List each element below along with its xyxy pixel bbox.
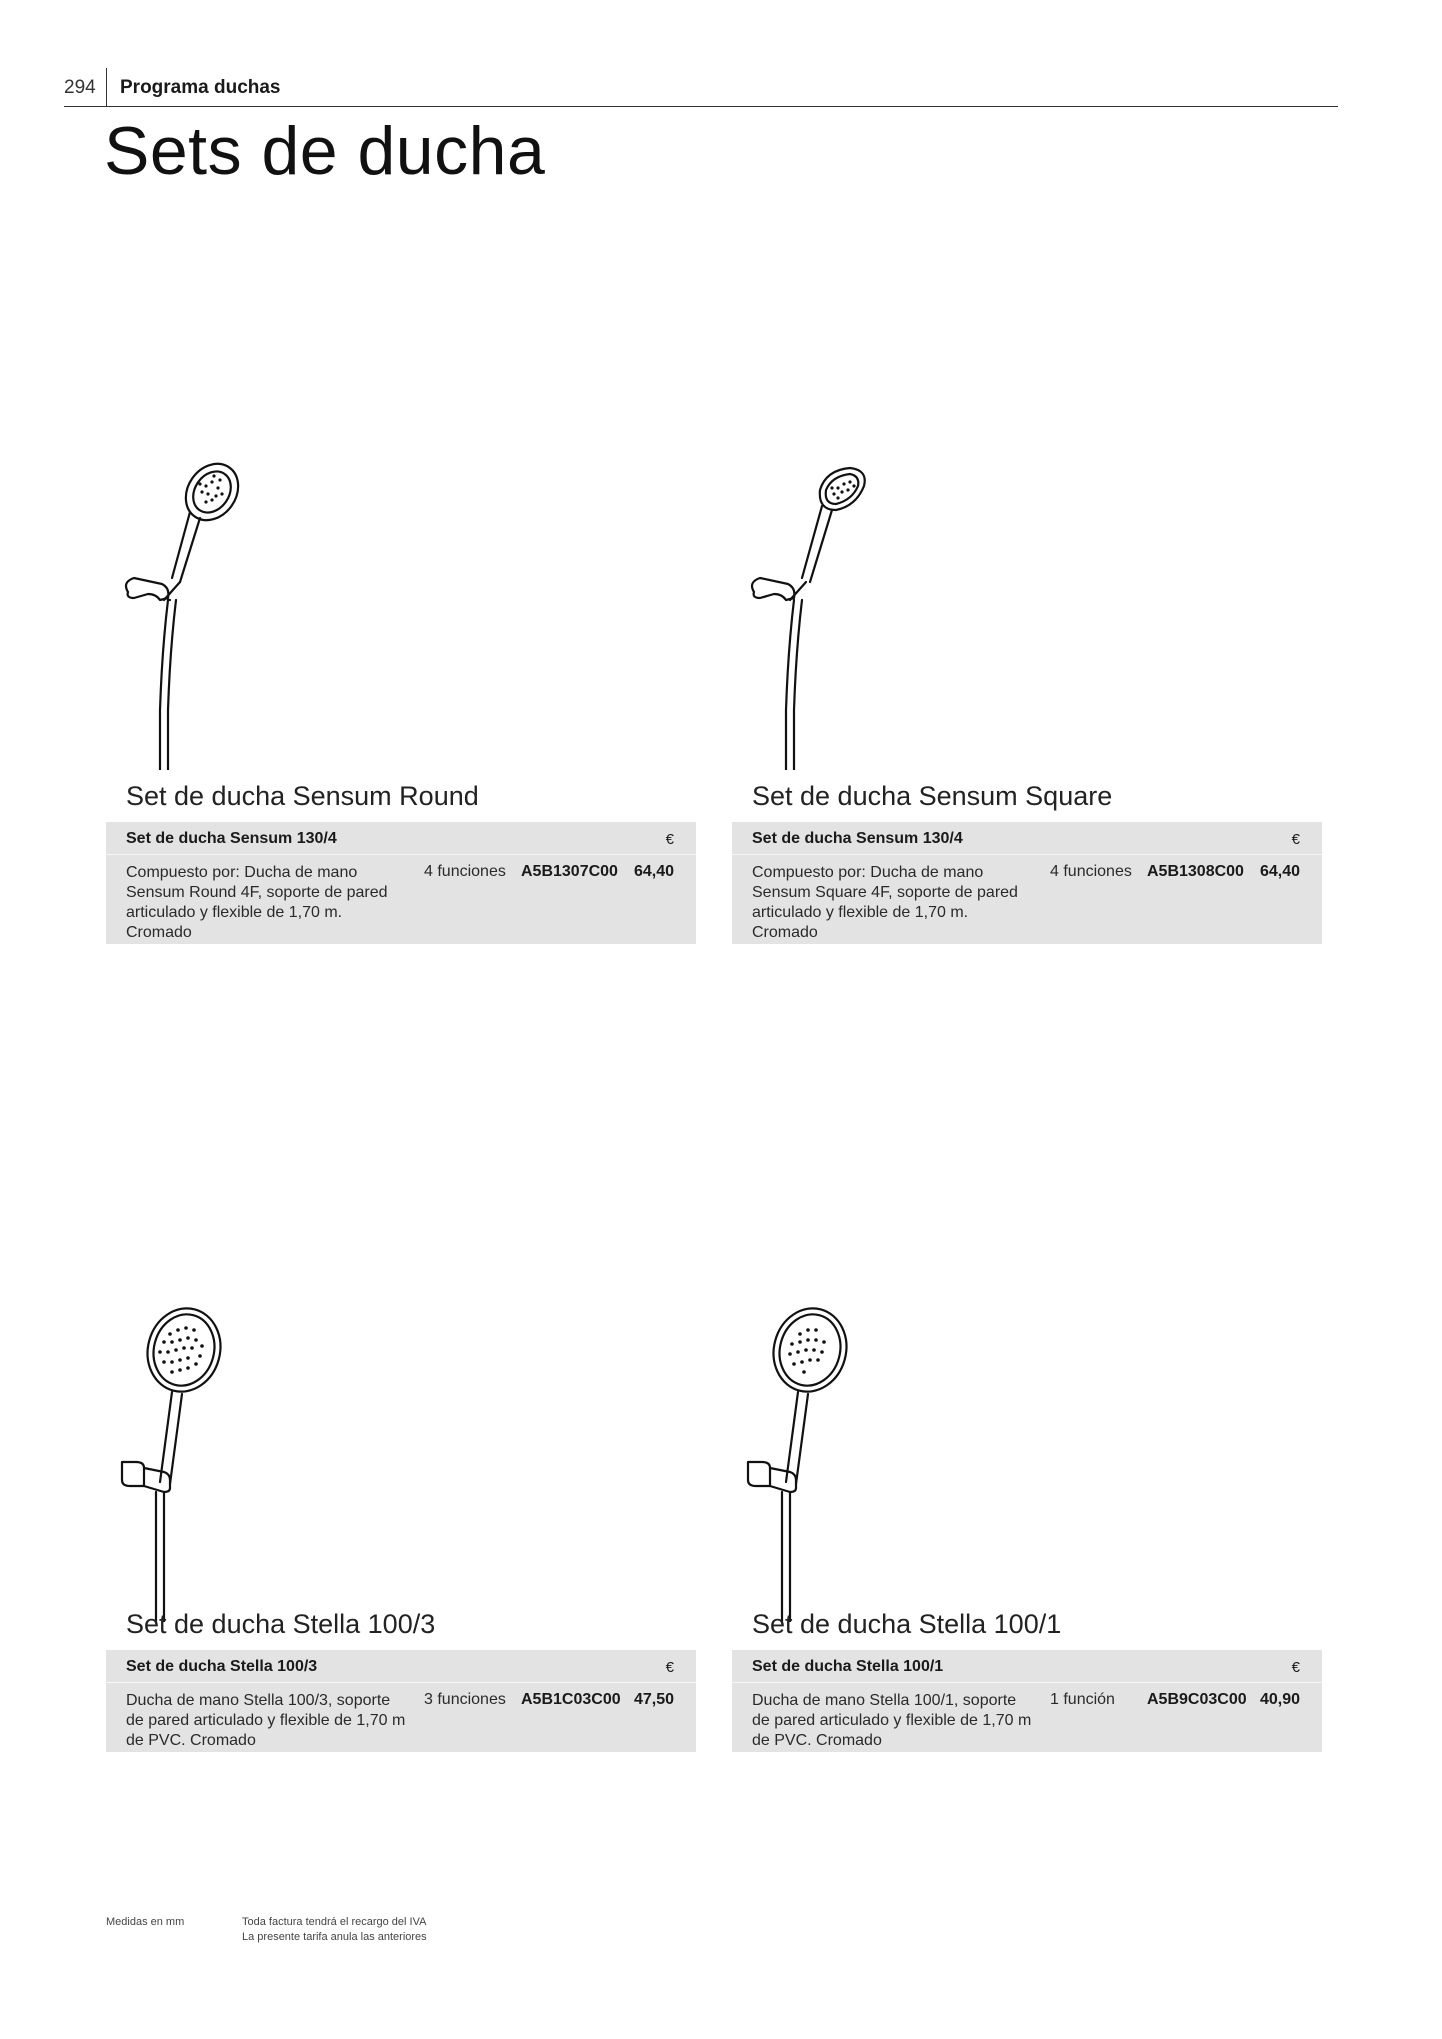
product-title: Set de ducha Sensum Round	[126, 781, 479, 811]
functions-count: 4 funciones	[424, 863, 506, 880]
header-separator	[106, 68, 107, 106]
reference-code: A5B1308C00	[1147, 863, 1244, 880]
section-name: Programa duchas	[120, 77, 281, 98]
spec-table-header	[732, 822, 1322, 855]
reference-code: A5B1C03C00	[521, 1691, 621, 1708]
model-name: Set de ducha Sensum 130/4	[126, 830, 337, 847]
page-title: Sets de ducha	[104, 113, 546, 189]
shower-set-square-illustration	[746, 450, 926, 770]
footer-tariff-note: La presente tarifa anula las anteriores	[242, 1931, 427, 1943]
product-description: Compuesto por: Ducha de mano Sensum Round 4F, soporte de pared articulado y flexible de 1,70 m. Cromado	[126, 864, 388, 941]
shower-set-round-illustration	[120, 450, 300, 770]
model-name: Set de ducha Stella 100/3	[126, 1658, 318, 1675]
price: 47,50	[633, 1691, 674, 1708]
model-name: Set de ducha Sensum 130/4	[752, 830, 963, 847]
spec-table-header	[732, 1650, 1322, 1683]
spec-table	[732, 822, 1322, 944]
product-card-stella-100-3	[106, 1268, 696, 1753]
price: 64,40	[1259, 863, 1300, 880]
product-description: Compuesto por: Ducha de mano Sensum Square 4F, soporte de pared articulado y flexible de 1,70 m. Cromado	[752, 864, 1018, 941]
spec-table-header	[106, 822, 696, 855]
shower-set-stella-3-illustration	[120, 1302, 300, 1622]
product-description: Ducha de mano Stella 100/3, soporte de pared articulado y flexible de 1,70 m de PVC. Cromado	[126, 1692, 406, 1749]
currency-label: €	[665, 831, 674, 848]
price: 40,90	[1259, 1691, 1300, 1708]
functions-count: 3 funciones	[424, 1691, 506, 1708]
product-card-sensum-square	[732, 440, 1322, 945]
currency-label: €	[1291, 1659, 1300, 1676]
footer-tax-note: Toda factura tendrá el recargo del IVA	[242, 1916, 427, 1928]
header-rule	[64, 106, 1338, 107]
spec-table	[106, 1650, 696, 1752]
currency-label: €	[1291, 831, 1300, 848]
spec-table	[106, 822, 696, 944]
product-card-stella-100-1	[732, 1268, 1322, 1753]
reference-code: A5B9C03C00	[1147, 1691, 1247, 1708]
footer-legal-notes	[242, 1915, 427, 1945]
spec-table-header	[106, 1650, 696, 1683]
page-number: 294	[64, 77, 96, 98]
footer-units-note: Medidas en mm	[106, 1916, 185, 1928]
functions-count: 4 funciones	[1050, 863, 1132, 880]
product-title: Set de ducha Sensum Square	[752, 781, 1113, 811]
price: 64,40	[633, 863, 674, 880]
currency-label: €	[665, 1659, 674, 1676]
spec-table	[732, 1650, 1322, 1752]
product-title: Set de ducha Stella 100/1	[752, 1609, 1062, 1639]
reference-code: A5B1307C00	[521, 863, 618, 880]
model-name: Set de ducha Stella 100/1	[752, 1658, 944, 1675]
product-title: Set de ducha Stella 100/3	[126, 1609, 436, 1639]
product-card-sensum-round	[106, 440, 696, 945]
functions-count: 1 función	[1050, 1691, 1115, 1708]
shower-set-stella-1-illustration	[746, 1302, 926, 1622]
product-description: Ducha de mano Stella 100/1, soporte de pared articulado y flexible de 1,70 m de PVC. Cromado	[752, 1692, 1032, 1749]
